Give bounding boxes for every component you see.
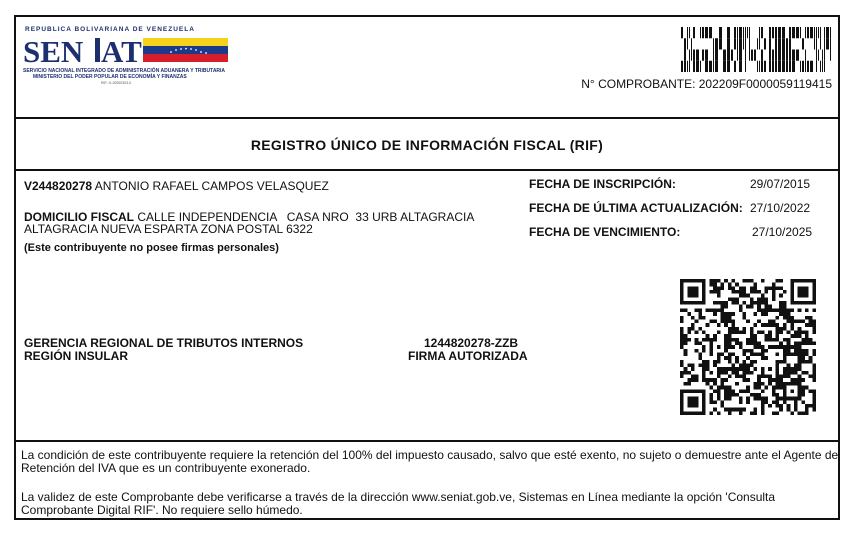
inscripcion-label: FECHA DE INSCRIPCIÓN: [529,177,676,191]
gerencia-line-1: GERENCIA REGIONAL DE TRIBUTOS INTERNOS [24,336,304,350]
comprobante-number [581,77,832,91]
logo-subtitle-1: SERVICIO NACIONAL INTEGRADO DE ADMINISTRACIÓN ADUANERA Y TRIBUTARIA [23,68,226,74]
logo-subtitle-3: RIF: G-20000303-0 [101,81,132,85]
actualizacion-label: FECHA DE ÚLTIMA ACTUALIZACIÓN: [529,201,743,215]
actualizacion-date: 27/10/2022 [750,201,811,215]
rif-number: V244820278 [24,179,93,193]
seniat-logo [23,26,228,88]
svg-text:AT: AT [101,34,142,66]
logo-subtitle-2: MINISTERIO DEL PODER POPULAR DE ECONOMÍA Y FINANZAS [33,74,187,80]
comprobante-label: N° COMPROBANTE: [581,77,696,91]
seniat-logo-mark [23,34,228,66]
divider [16,117,838,119]
logo-republica-text: REPUBLICA BOLIVARIANA DE VENEZUELA [25,26,195,33]
inscripcion-date: 29/07/2015 [750,177,811,191]
comprobante-value: 202209F0000059119415 [698,77,832,91]
vencimiento-label: FECHA DE VENCIMIENTO: [529,225,681,239]
firma-code: 1244820278-ZZB [424,336,519,350]
domicilio-line-2: ALTAGRACIA NUEVA ESPARTA ZONA POSTAL 6322 [24,222,313,236]
contributor-line [24,180,329,193]
vencimiento-date: 27/10/2025 [752,225,813,239]
retencion-note: La condición de este contribuyente requiere la retención del 100% del impuesto causado, salvo que esté exento, no sujeto o demuestre ante el Agente de Retención del IVA que es un contribuyente exonerado. [21,448,839,475]
domicilio-address: CALLE INDEPENDENCIA CASA NRO 33 URB ALTAGRACIA [137,210,475,224]
qr-code [680,279,816,415]
firma-autorizada-label: FIRMA AUTORIZADA [408,349,528,363]
validez-note: La validez de este Comprobante debe verificarse a través de la dirección www.seniat.gob.ve, Sistemas en Línea mediante la opción 'Consulta Comprobante Digital RIF'. No requiere sello húmedo. [21,490,776,517]
divider [16,440,838,442]
svg-text:SEN: SEN [23,34,84,66]
divider [16,169,838,171]
gerencia-line-2: REGIÓN INSULAR [24,349,129,363]
domicilio-label: DOMICILIO FISCAL [24,210,134,224]
page-title: REGISTRO ÚNICO DE INFORMACIÓN FISCAL (RIF) [250,137,604,153]
contributor-name: ANTONIO RAFAEL CAMPOS VELASQUEZ [94,179,329,193]
rif-document [14,15,840,520]
barcode [681,27,831,72]
firmas-note: (Este contribuyente no posee firmas personales) [24,242,279,254]
